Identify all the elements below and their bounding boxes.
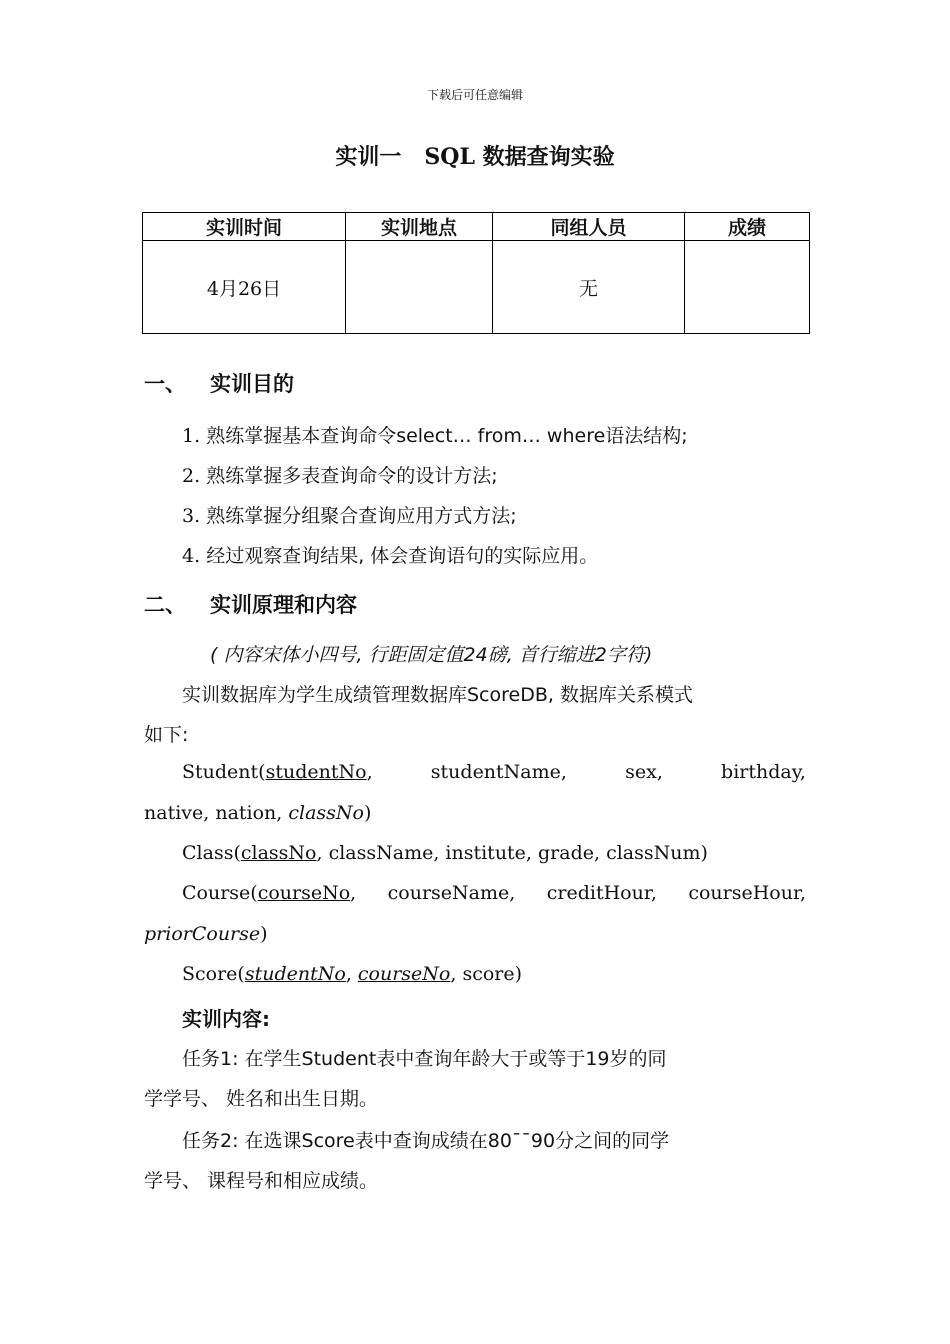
schema-field: courseHour, [688, 882, 806, 904]
schema-field: studentName, [430, 761, 567, 783]
task1-line2: 学学号、 姓名和出生日期。 [144, 1088, 379, 1110]
score-schema [182, 963, 522, 985]
header-members: 同组人员 [493, 213, 685, 241]
class-schema [182, 842, 708, 864]
cell-location [346, 241, 493, 334]
title-sql: SQL [424, 144, 475, 170]
title-prefix: 实训一 [335, 145, 402, 170]
task1-line1: 任务1: 在学生Student表中查询年龄大于或等于19岁的同 [182, 1048, 667, 1070]
task2-line1: 任务2: 在选课Score表中查询成绩在80¯¯90分之间的同学 [182, 1130, 670, 1152]
content-label: 实训内容: [182, 1007, 270, 1031]
task2-line2: 学号、 课程号和相应成绩。 [144, 1170, 379, 1192]
foreign-key: priorCourse [144, 923, 261, 945]
info-table-row [143, 241, 810, 334]
schema-field: birthday, [721, 761, 806, 783]
section1-title: 实训目的 [210, 372, 294, 396]
info-table-header-row [143, 213, 810, 241]
schema-field: , className, institute, grade, classNum) [316, 842, 708, 864]
schema-field: sex, [625, 761, 663, 783]
primary-key: classNo [240, 842, 317, 864]
intro-line-1: 实训数据库为学生成绩管理数据库ScoreDB, 数据库关系模式 [182, 684, 693, 706]
objective-item-1 [182, 421, 688, 448]
primary-key: studentNo [265, 761, 367, 783]
schema-name: Student( [182, 761, 266, 783]
section2-heading [144, 589, 357, 619]
header-time: 实训时间 [143, 213, 346, 241]
section2-title: 实训原理和内容 [210, 593, 357, 617]
schema-field: courseName, [387, 882, 516, 904]
schema-name: Course( [182, 882, 258, 904]
item-number: 3. [182, 505, 201, 527]
section1-number: 一、 [144, 372, 186, 396]
schema-name: Score( [182, 963, 245, 985]
foreign-key: classNo [288, 802, 364, 824]
item-text: 经过观察查询结果, 体会查询语句的实际应用。 [206, 545, 599, 567]
course-schema-line2 [144, 923, 268, 945]
objective-item-2 [182, 461, 498, 488]
intro-line-2: 如下: [144, 724, 189, 746]
student-schema-line1: Student(studentNo, studentName, sex, birthday, [182, 761, 806, 783]
header-grade: 成绩 [685, 213, 810, 241]
course-schema-line1: Course(courseNo, courseName, creditHour, courseHour, [182, 882, 806, 904]
info-table [142, 212, 810, 334]
item-number: 4. [182, 545, 201, 567]
schema-field: creditHour, [546, 882, 657, 904]
section1-heading [144, 368, 294, 398]
format-note: ( 内容宋体小四号, 行距固定值24磅, 首行缩进2字符) [210, 644, 653, 666]
primary-key: studentNo [244, 963, 346, 985]
header-location: 实训地点 [346, 213, 493, 241]
schema-field: native, nation, [144, 802, 289, 824]
schema-separator: , [345, 963, 358, 985]
primary-key: courseNo [257, 882, 351, 904]
schema-end: ) [364, 802, 372, 824]
schema-name: Class( [182, 842, 241, 864]
schema-field: , score) [450, 963, 523, 985]
cell-time: 4月26日 [143, 241, 346, 334]
header-note: 下载后可任意编辑 [426, 88, 523, 102]
item-text: 熟练掌握多表查询命令的设计方法; [206, 465, 498, 487]
section2-number: 二、 [144, 593, 186, 617]
objective-item-3 [182, 501, 517, 528]
objective-item-4 [182, 541, 598, 568]
student-schema-line2 [144, 802, 371, 824]
item-text: 熟练掌握分组聚合查询应用方式方法; [206, 505, 517, 527]
schema-end: ) [260, 923, 268, 945]
document-title [0, 140, 950, 171]
title-rest: 数据查询实验 [482, 145, 615, 170]
primary-key: courseNo [357, 963, 451, 985]
cell-members: 无 [493, 241, 685, 334]
item-text: 熟练掌握基本查询命令select… from… where语法结构; [206, 425, 688, 447]
item-number: 1. [182, 425, 201, 447]
item-number: 2. [182, 465, 201, 487]
cell-grade [685, 241, 810, 334]
